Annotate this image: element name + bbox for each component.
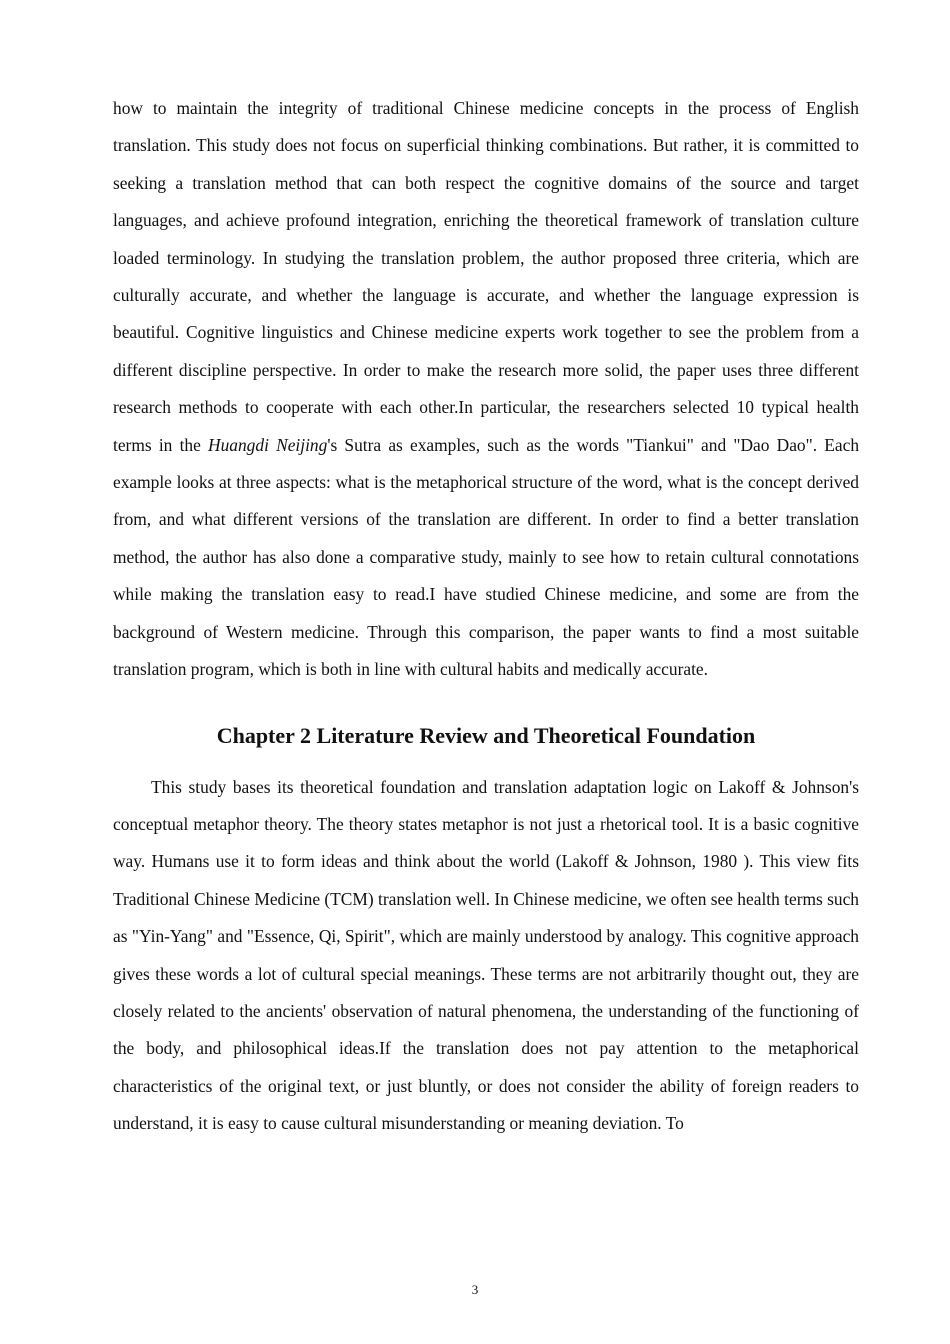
paragraph-1-text-a: how to maintain the integrity of traditional Chinese medicine concepts in the process of English translation. This study does not focus on superficial thinking combinations. But rather, it is committed to seeking a translation method that can both respect the cognitive domains of the source and target languages, and achieve profound integration, enriching the theoretical framework of translation culture loaded terminology. In studying the translation problem, the author proposed three criteria, which are culturally accurate, and whether the language is accurate, and whether the language expression is beautiful. Cognitive linguistics and Chinese medicine experts work together to see the problem from a different discipline perspective. In order to make the research more solid, the paper uses three different research methods to cooperate with each other.In particular, the researchers selected 10 typical health terms in the bbox=[113, 98, 859, 455]
document-page bbox=[113, 90, 859, 1143]
page-number: 3 bbox=[471, 1282, 479, 1297]
book-title-italic: Huangdi Neijing bbox=[208, 434, 328, 455]
body-paragraph-2: This study bases its theoretical foundation and translation adaptation logic on Lakoff & Johnson's conceptual metaphor theory. The theory states metaphor is not just a rhetorical tool. It is a basic cognitive way. Humans use it to form ideas and think about the world (Lakoff & Johnson, 1980 ). This view fits Traditional Chinese Medicine (TCM) translation well. In Chinese medicine, we often see health terms such as "Yin-Yang" and "Essence, Qi, Spirit", which are mainly understood by analogy. This cognitive approach gives these words a lot of cultural special meanings. These terms are not arbitrarily thought out, they are closely related to the ancients' observation of natural phenomena, the understanding of the functioning of the body, and philosophical ideas.If the translation does not pay attention to the metaphorical characteristics of the original text, or just bluntly, or does not consider the ability of foreign readers to understand, it is easy to cause cultural misunderstanding or meaning deviation. To bbox=[113, 776, 860, 1134]
paragraph-1-text-b: 's Sutra as examples, such as the words "Tiankui" and "Dao Dao". Each example looks at three aspects: what is the metaphorical structure of the word, what is the concept derived from, and what different versions of the translation are different. In order to find a better translation method, the author has also done a comparative study, mainly to see how to retain cultural connotations while making the translation easy to read.I have studied Chinese medicine, and some are from the background of Western medicine. Through this comparison, the paper wants to find a most suitable translation program, which is both in line with cultural habits and medically accurate. bbox=[113, 434, 860, 680]
body-paragraph-1 bbox=[113, 90, 859, 689]
chapter-heading: Chapter 2 Literature Review and Theoretical Foundation bbox=[216, 722, 756, 748]
